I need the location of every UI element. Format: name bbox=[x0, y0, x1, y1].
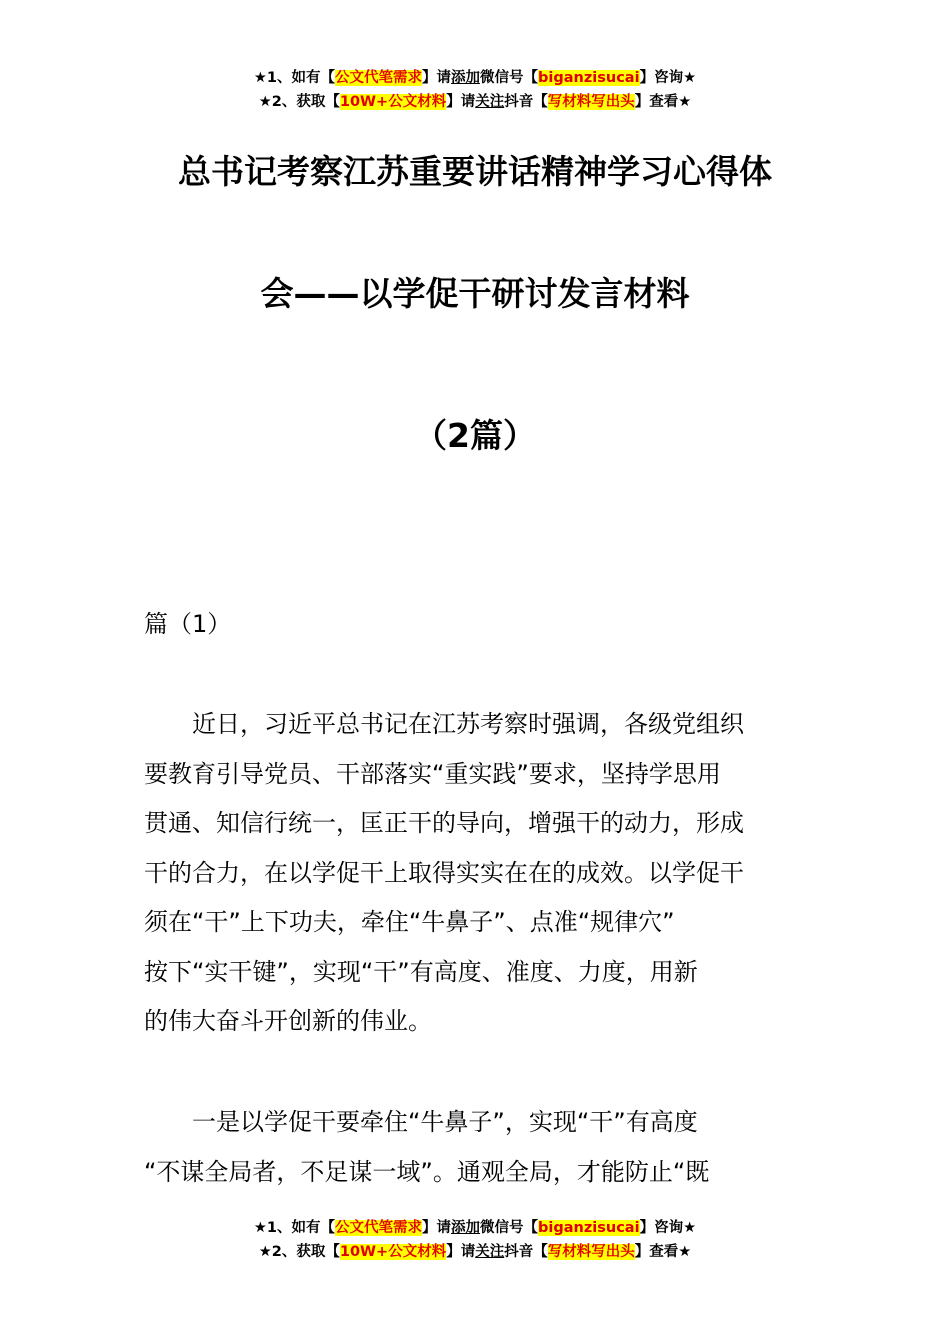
section-label: 篇（1） bbox=[144, 610, 232, 638]
highlight-ghostwriting: 公文代笔需求 bbox=[335, 1220, 423, 1236]
text-line: “不谋全局者，不足谋一域”。通观全局，才能防止“既 bbox=[144, 1157, 710, 1186]
highlight-ghostwriting: 公文代笔需求 bbox=[335, 70, 423, 86]
highlight-materials: 10W+公文材料 bbox=[339, 1244, 447, 1260]
highlight-wechat-id: biganzisucai bbox=[538, 70, 640, 86]
text-line: 一是以学促干要牵住“牛鼻子”，实现“干”有高度 bbox=[192, 1108, 698, 1136]
document-title-line-1: 总书记考察江苏重要讲话精神学习心得体 bbox=[178, 152, 772, 191]
banner-line-2: ★2、获取【10W+公文材料】请关注抖音【写材料写出头】查看★ bbox=[258, 94, 692, 110]
text-line: 按下“实干键”，实现“干”有高度、准度、力度，用新 bbox=[144, 957, 698, 986]
highlight-douyin: 写材料写出头 bbox=[547, 1244, 635, 1260]
paragraph-2 bbox=[144, 1098, 808, 1197]
document-title-line-2: 会——以学促干研讨发言材料 bbox=[260, 274, 690, 313]
footer-banner bbox=[0, 1216, 950, 1264]
text-line: 的伟大奋斗开创新的伟业。 bbox=[144, 1007, 432, 1035]
paragraph-1 bbox=[144, 700, 808, 1047]
highlight-wechat-id: biganzisucai bbox=[538, 1220, 640, 1236]
text-line: 须在“干”上下功夫，牵住“牛鼻子”、点准“规律穴” bbox=[144, 908, 675, 936]
highlight-douyin: 写材料写出头 bbox=[547, 94, 635, 110]
banner-line-2: ★2、获取【10W+公文材料】请关注抖音【写材料写出头】查看★ bbox=[258, 1244, 692, 1260]
highlight-materials: 10W+公文材料 bbox=[339, 94, 447, 110]
document-title-count: （2篇） bbox=[414, 416, 536, 455]
text-line: 近日，习近平总书记在江苏考察时强调，各级党组织 bbox=[192, 710, 744, 738]
text-line: 贯通、知信行统一，匡正干的导向，增强干的动力，形成 bbox=[144, 809, 744, 837]
banner-line-1: ★1、如有【公文代笔需求】请添加微信号【biganzisucai】咨询★ bbox=[253, 1220, 697, 1236]
header-banner bbox=[0, 66, 950, 114]
text-line: 要教育引导党员、干部落实“重实践”要求，坚持学思用 bbox=[144, 759, 721, 788]
banner-line-1: ★1、如有【公文代笔需求】请添加微信号【biganzisucai】咨询★ bbox=[253, 70, 697, 86]
text-line: 干的合力，在以学促干上取得实实在在的成效。以学促干 bbox=[144, 858, 744, 887]
